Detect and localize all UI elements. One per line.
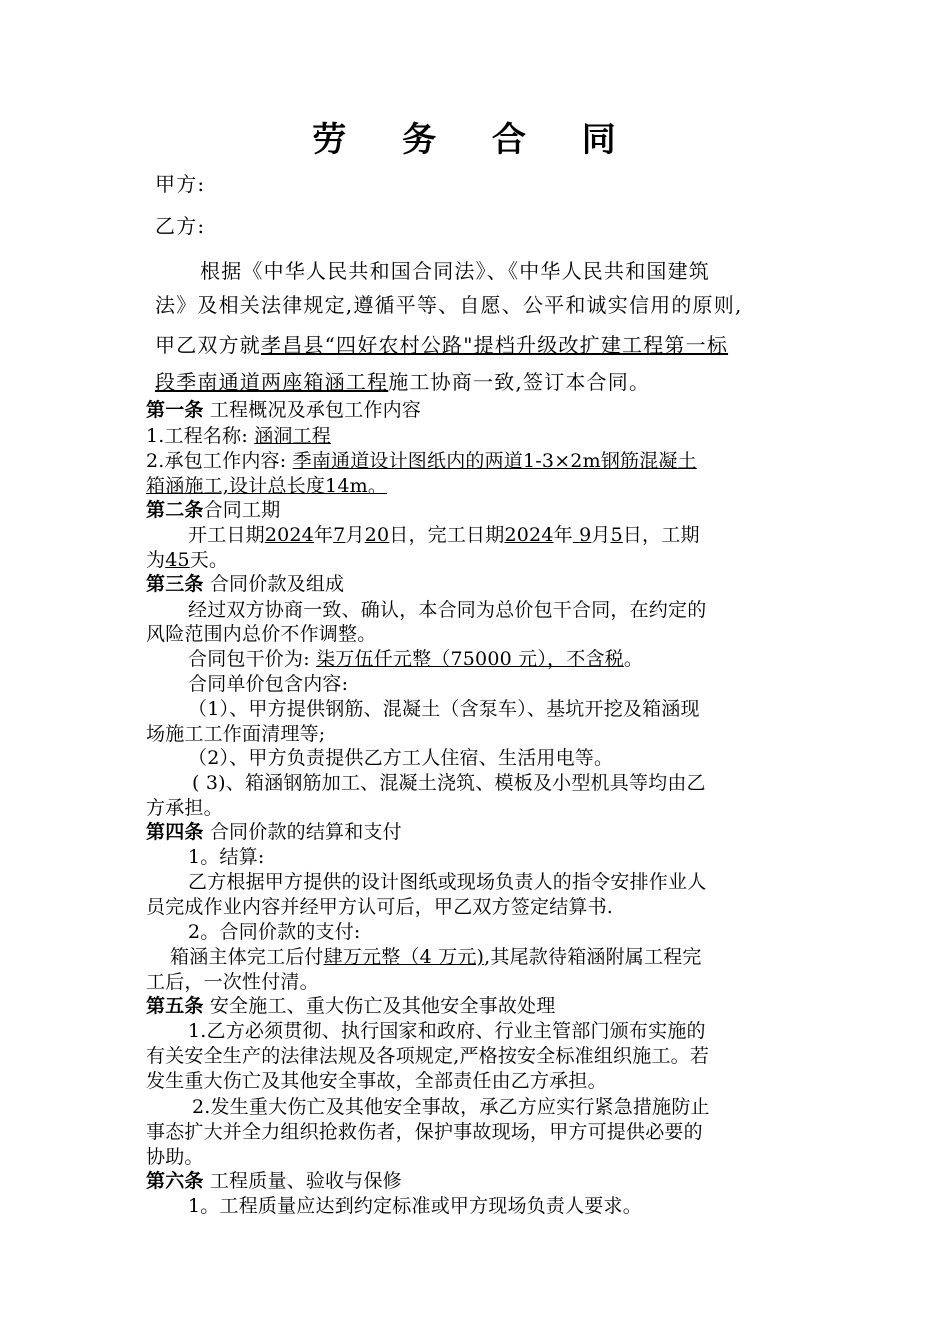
text: 。: [623, 648, 644, 670]
scope-value: 箱涵施工,设计总长度14m。: [146, 475, 388, 497]
text: 月: [345, 524, 365, 546]
text: 月: [591, 524, 611, 546]
scope-line-1: [146, 449, 806, 474]
project-name-underlined: 段季南通道两座箱涵工程: [155, 370, 389, 394]
text: 日，工期: [622, 524, 700, 546]
payment-label: 2。合同价款的支付:: [188, 921, 361, 943]
price-para-line-1: 经过双方协商一致、确认，本合同为总价包干合同，在约定的: [188, 599, 707, 621]
safety-p1-line-2: 有关安全生产的法律法规及各项规定,严格按安全标准组织施工。若: [146, 1045, 710, 1067]
party-a-label: 甲方:: [155, 172, 206, 196]
contract-price-value: 柒万伍仟元整（75000 元），不含税: [316, 648, 624, 670]
party-b-label: 乙方:: [155, 214, 206, 238]
project-name-value: 涵洞工程: [254, 425, 331, 447]
intro-line-1: 根据《中华人民共和国合同法》、《中华人民共和国建筑: [200, 259, 710, 283]
unit-price-label: 合同单价包含内容:: [188, 673, 349, 695]
end-day: 5: [610, 524, 623, 546]
text: 为: [146, 549, 166, 571]
scope-value: 季南通道设计图纸内的两道1-3×2m钢筋混凝土: [292, 450, 697, 472]
text: 日，完工日期: [389, 524, 505, 546]
start-month: 7: [333, 524, 346, 546]
intro-line-4: [155, 370, 815, 395]
payment-amount: 肆万元整（4 万元): [323, 946, 485, 968]
intro-text: 甲乙双方就: [155, 333, 261, 357]
schedule-line-1: [188, 523, 848, 548]
text: 年: [313, 524, 334, 546]
start-day: 20: [364, 524, 390, 546]
article-number: 第五条: [146, 995, 204, 1017]
article-5-heading: [146, 994, 806, 1019]
item-3-line-2: 方承担。: [146, 797, 223, 819]
end-month-value: 9: [579, 524, 592, 546]
item-1-line-1: （1）、甲方提供钢筋、混凝土（含泵车）、基坑开挖及箱涵现: [188, 698, 700, 720]
field-label: 1.工程名称:: [146, 425, 248, 447]
intro-line-3: [155, 333, 815, 358]
project-name-line: [146, 424, 806, 449]
text: ,其尾款待箱涵附属工程完: [484, 946, 702, 968]
settlement-label: 1。结算:: [188, 846, 265, 868]
article-number: 第三条: [146, 573, 204, 595]
article-1-heading: [146, 398, 806, 423]
safety-p1-line-1: 1.乙方必须贯彻、执行国家和政府、行业主管部门颁布实施的: [188, 1020, 706, 1042]
article-title: 安全施工、重大伤亡及其他安全事故处理: [209, 995, 556, 1017]
item-1-line-2: 场施工工作面清理等;: [146, 723, 326, 745]
article-number: 第一条: [146, 399, 204, 421]
article-2-heading: [146, 498, 806, 523]
start-year: 2024: [264, 524, 314, 546]
price-para-line-2: 风险范围内总价不作调整。: [146, 623, 377, 645]
quality-line-1: 1。工程质量应达到约定标准或甲方现场负责人要求。: [188, 1195, 642, 1217]
article-4-heading: [146, 820, 806, 845]
payment-line-1: [170, 945, 830, 970]
article-number: 第二条: [146, 499, 204, 521]
text: 年: [553, 524, 573, 546]
document-title: 劳 务 合 同: [312, 120, 638, 160]
article-3-heading: [146, 572, 806, 597]
field-label: 2.承包工作内容:: [146, 450, 287, 472]
article-title: 合同价款的结算和支付: [209, 821, 402, 843]
safety-p2-line-2: 事态扩大并全力组织抢救伤者，保护事故现场，甲方可提供必要的: [146, 1121, 703, 1143]
text: 天。: [189, 549, 229, 571]
article-number: 第四条: [146, 821, 204, 843]
settlement-line-2: 员完成作业内容并经甲方认可后，甲乙双方签定结算书.: [146, 896, 614, 918]
payment-line-2: 工后，一次性付清。: [146, 971, 319, 993]
end-month: [573, 524, 592, 546]
end-year: 2024: [504, 524, 554, 546]
item-2: （2）、甲方负责提供乙方工人住宿、生活用电等。: [188, 747, 614, 769]
safety-p2-line-3: 协助。: [146, 1146, 204, 1168]
article-title: 工程质量、验收与保修: [209, 1170, 402, 1192]
duration-days: 45: [165, 549, 190, 571]
scope-line-2: [146, 474, 806, 499]
item-3-line-1: ( 3)、箱涵钢筋加工、混凝土浇筑、模板及小型机具等均由乙: [192, 772, 706, 794]
project-name-underlined: 孝昌县“四好农村公路"提档升级改扩建工程第一标: [261, 333, 729, 357]
article-6-heading: [146, 1169, 806, 1194]
article-title: 合同价款及组成: [209, 573, 345, 595]
article-title: 合同工期: [203, 499, 281, 521]
schedule-line-2: [146, 548, 806, 573]
article-number: 第六条: [146, 1170, 204, 1192]
field-label: 合同包干价为:: [188, 648, 310, 670]
safety-p1-line-3: 发生重大伤亡及其他安全事故，全部责任由乙方承担。: [146, 1070, 607, 1092]
text: 开工日期: [188, 524, 265, 546]
intro-text: 施工协商一致,签订本合同。: [388, 370, 651, 394]
article-title: 工程概况及承包工作内容: [209, 399, 422, 421]
contract-price-line: [188, 647, 848, 672]
intro-line-2: 法》及相关法律规定,遵循平等、自愿、公平和诚实信用的原则,: [155, 293, 743, 317]
text: 箱涵主体完工后付: [170, 946, 324, 968]
safety-p2-line-1: 2.发生重大伤亡及其他安全事故，承乙方应实行紧急措施防止: [192, 1096, 710, 1118]
settlement-line-1: 乙方根据甲方提供的设计图纸或现场负责人的指令安排作业人: [188, 871, 707, 893]
